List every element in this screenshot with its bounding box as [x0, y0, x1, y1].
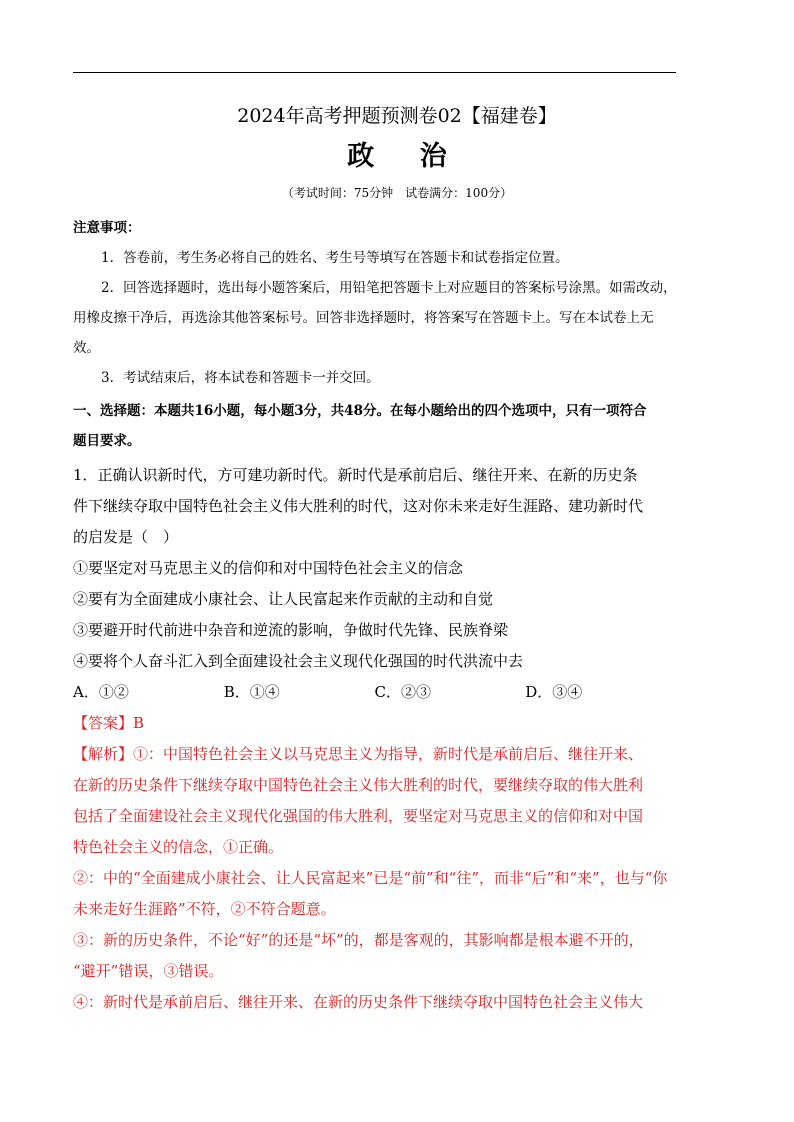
question-stem-line: 的启发是（ ） — [73, 528, 179, 546]
note-item: 1．答卷前，考生务必将自己的姓名、考生号等填写在答题卡和试卷指定位置。 — [101, 250, 569, 266]
exam-title: 2024年高考押题预测卷02【福建卷】 — [237, 105, 557, 127]
header-rule — [73, 72, 676, 73]
statement: ④要将个人奋斗汇入到全面建设社会主义现代化强国的时代洪流中去 — [73, 652, 524, 670]
notes-heading: 注意事项： — [73, 220, 141, 236]
answer-options — [73, 677, 676, 708]
question-1 — [73, 460, 676, 1018]
analysis-line: ④：新时代是承前启后、继往开来、在新的历史条件下继续夺取中国特色社会主义伟大 — [73, 993, 644, 1011]
question-stem-line: 件下继续夺取中国特色社会主义伟大胜利的时代，这对你未来走好生涯路、建功新时代 — [73, 497, 644, 515]
option-b: B．①④ — [223, 683, 280, 701]
analysis-line: “避开”错误，③错误。 — [73, 962, 224, 980]
analysis-line: 未来走好生涯路”不符，②不符合题意。 — [73, 900, 336, 918]
option-a: A．①② — [73, 683, 129, 701]
statement: ①要坚定对马克思主义的信仰和对中国特色社会主义的信念 — [73, 559, 464, 577]
statement: ③要避开时代前进中杂音和逆流的影响，争做时代先锋、民族脊梁 — [73, 621, 509, 639]
section-line: 题目要求。 — [73, 433, 141, 449]
section-line: 一、选择题：本题共16小题，每小题3分，共48分。在每小题给出的四个选项中，只有一项符合 — [73, 403, 647, 419]
analysis-line: ③：新的历史条件，不论“好”的还是“坏”的，都是客观的，其影响都是根本避不开的， — [73, 931, 644, 949]
note-item: 3．考试结束后，将本试卷和答题卡一并交回。 — [101, 370, 380, 386]
answer-line: 【答案】B — [73, 714, 145, 732]
analysis-line: 在新的历史条件下继续夺取中国特色社会主义伟大胜利的时代，要继续夺取的伟大胜利 — [73, 776, 644, 794]
analysis-line: 特色社会主义的信念，①正确。 — [73, 838, 284, 856]
analysis-line: 【解析】①：中国特色社会主义以马克思主义为指导，新时代是承前启后、继往开来、 — [73, 745, 644, 763]
option-c: C．②③ — [374, 683, 431, 701]
note-item: 效。 — [73, 340, 100, 356]
analysis-line: 包括了全面建设社会主义现代化强国的伟大胜利，要坚定对马克思主义的信仰和对中国 — [73, 807, 644, 825]
section-heading — [73, 396, 676, 456]
analysis-line: ②：中的“全面建成小康社会、让人民富起来”已是“前”和“往”，而非“后”和“来”，也与“你 — [73, 869, 668, 887]
note-item: 用橡皮擦干净后，再选涂其他答案标号。回答非选择题时，将答案写在答题卡上。写在本试卷上无 — [73, 310, 654, 326]
statement: ②要有为全面建成小康社会、让人民富起来作贡献的主动和自觉 — [73, 590, 494, 608]
option-d: D．③④ — [525, 683, 583, 701]
notes-section — [73, 213, 676, 393]
subject-title: 政 治 — [347, 141, 465, 172]
question-stem-line: 1．正确认识新时代，方可建功新时代。新时代是承前启后、继往开来、在新的历史条 — [73, 466, 638, 484]
note-item: 2．回答选择题时，选出每小题答案后，用铅笔把答题卡上对应题目的答案标号涂黑。如需改动， — [101, 280, 677, 296]
exam-info: （考试时间：75分钟 试卷满分：100分） — [281, 186, 513, 200]
